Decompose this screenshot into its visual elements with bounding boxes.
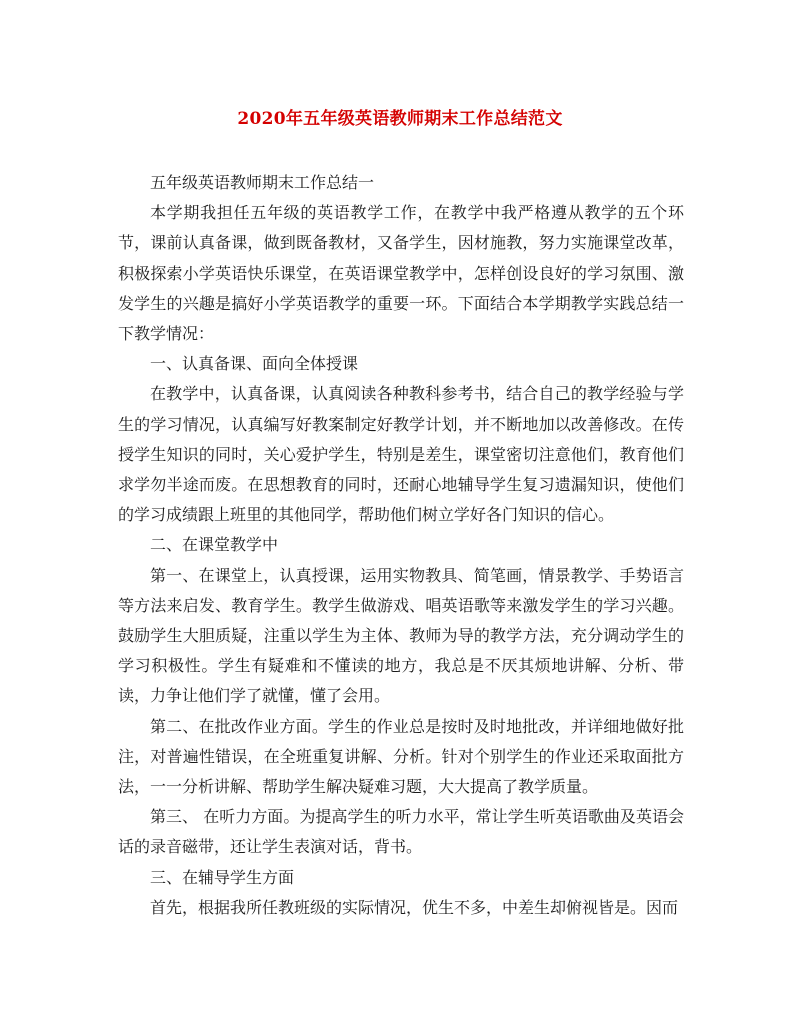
section-3-heading: 三、在辅导学生方面	[150, 867, 295, 887]
section-1-paragraph: 在教学中，认真备课，认真阅读各种教科参考书，结合自己的教学经验与学生的学习情况，认真编写好教案制定好教学计划，并不断地加以改善修改。在传授学生知识的同时，关心爱护学生，特别是差生，课堂密切注意他们，教育他们求学勿半途而废。在思想教育的同时，还耐心地辅导学生复习遗漏知识，使他们的学习成绩跟上班里的其他同学，帮助他们树立学好各门知识的信心。	[118, 384, 684, 525]
section-2-paragraph-3: 第三、 在听力方面。为提高学生的听力水平，常让学生听英语歌曲及英语会话的录音磁带，还让学生表演对话，背书。	[118, 807, 684, 857]
subtitle: 五年级英语教师期末工作总结一	[150, 173, 375, 192]
section-3-paragraph: 首先，根据我所任教班级的实际情况，优生不多，中差生却俯视皆是。因而	[150, 897, 679, 917]
intro-paragraph: 本学期我担任五年级的英语教学工作，在教学中我严格遵从教学的五个环节，课前认真备课，做到既备教材，又备学生，因材施教，努力实施课堂改革，积极探索小学英语快乐课堂，在英语课堂教学中，怎样创设良好的学习氛围、激发学生的兴趣是搞好小学英语教学的重要一环。下面结合本学期教学实践总结一下教学情况：	[118, 203, 684, 344]
document-body	[118, 168, 684, 923]
section-2-paragraph-2: 第二、在批改作业方面。学生的作业总是按时及时地批改，并详细地做好批注，对普遍性错误，在全班重复讲解、分析。针对个别学生的作业还采取面批方法，一一分析讲解、帮助学生解决疑难习题，大大提高了教学质量。	[118, 716, 684, 797]
section-2-paragraph-1: 第一、在课堂上，认真授课，运用实物教具、简笔画，情景教学、手势语言等方法来启发、教育学生。教学生做游戏、唱英语歌等来激发学生的学习兴趣。鼓励学生大胆质疑，注重以学生为主体、教师为导的教学方法，充分调动学生的学习积极性。学生有疑难和不懂读的地方，我总是不厌其烦地讲解、分析、带读，力争让他们学了就懂，懂了会用。	[118, 565, 684, 706]
section-1-heading: 一、认真备课、面向全体授课	[150, 354, 359, 374]
document-title: 2020年五年级英语教师期末工作总结范文	[237, 109, 563, 129]
section-2-heading: 二、在课堂教学中	[150, 535, 279, 555]
